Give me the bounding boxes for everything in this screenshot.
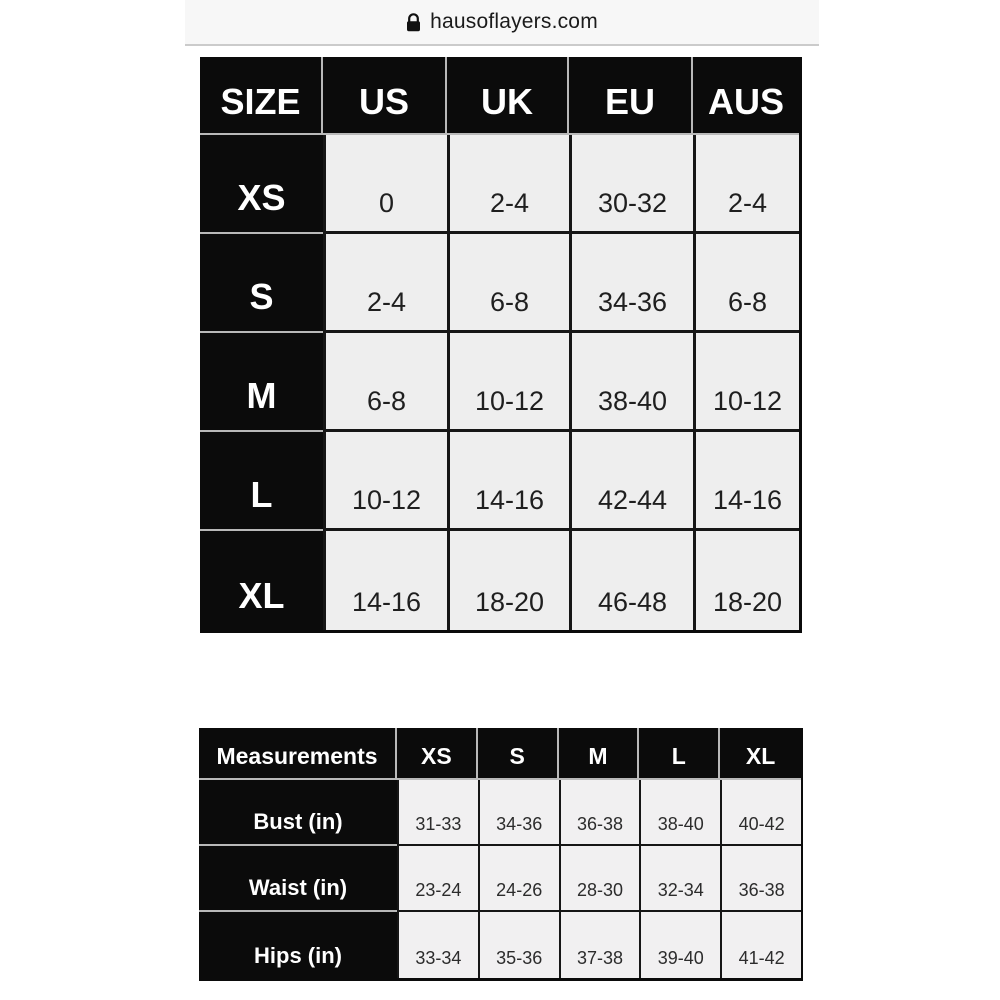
- table-cell: 42-44: [569, 432, 693, 531]
- table-cell: 32-34: [639, 846, 720, 912]
- header-row: [199, 728, 801, 780]
- browser-address-bar[interactable]: [185, 0, 819, 46]
- table-cell: 10-12: [447, 333, 569, 432]
- table-cell: 2-4: [323, 234, 447, 333]
- table-cell: 41-42: [720, 912, 801, 978]
- table-cell: 34-36: [569, 234, 693, 333]
- table-cell: 38-40: [639, 780, 720, 846]
- table-cell: 30-32: [569, 135, 693, 234]
- table-cell: 46-48: [569, 531, 693, 630]
- table-cell: 18-20: [447, 531, 569, 630]
- column-header-eu: EU: [569, 57, 693, 133]
- row-label-s: S: [200, 234, 323, 333]
- table-cell: 33-34: [397, 912, 478, 978]
- row-label-xl: XL: [238, 575, 285, 616]
- column-header-uk: UK: [447, 57, 569, 133]
- table-cell: 24-26: [478, 846, 559, 912]
- column-header-m: M: [559, 728, 640, 778]
- column-header-aus: AUS: [707, 81, 784, 122]
- column-header-size: SIZE: [200, 57, 323, 133]
- table-cell: 6-8: [447, 234, 569, 333]
- table-cell: 31-33: [397, 780, 478, 846]
- table-cell: 38-40: [569, 333, 693, 432]
- table-cell: 37-38: [559, 912, 640, 978]
- row-label-m: M: [200, 333, 323, 432]
- table-cell: 36-38: [559, 780, 640, 846]
- size-conversion-table: [200, 57, 802, 633]
- row-label-bust-in: Bust (in): [199, 780, 397, 846]
- table-row-xl: [200, 531, 799, 630]
- table-row-xs: [200, 135, 799, 234]
- table-cell: 14-16: [447, 432, 569, 531]
- table-cell: 14-16: [693, 432, 799, 531]
- row-label-l: L: [200, 432, 323, 531]
- header-row: [200, 57, 799, 135]
- column-header-xs: XS: [397, 728, 478, 778]
- column-header-s: S: [478, 728, 559, 778]
- row-label-hips-in: Hips (in): [254, 943, 342, 968]
- body-measurements-table: [199, 728, 803, 981]
- column-header-xl: XL: [745, 743, 776, 769]
- table-row-hips-in: [199, 912, 801, 978]
- table-cell: 0: [323, 135, 447, 234]
- column-header-measurements: Measurements: [199, 728, 397, 778]
- table-row-bust-in: [199, 780, 801, 846]
- table-cell: 39-40: [639, 912, 720, 978]
- row-label-xs: XS: [200, 135, 323, 234]
- table-cell: 35-36: [478, 912, 559, 978]
- column-header-us: US: [323, 57, 447, 133]
- address-bar-url: hausoflayers.com: [430, 10, 598, 33]
- table-cell: 10-12: [693, 333, 799, 432]
- table-cell: 40-42: [720, 780, 801, 846]
- table-row-s: [200, 234, 799, 333]
- table-cell: 23-24: [397, 846, 478, 912]
- table-cell: 14-16: [323, 531, 447, 630]
- table-cell: 34-36: [478, 780, 559, 846]
- table-row-l: [200, 432, 799, 531]
- column-header-l: L: [639, 728, 720, 778]
- table-cell: 6-8: [323, 333, 447, 432]
- table-row-m: [200, 333, 799, 432]
- table-cell: 10-12: [323, 432, 447, 531]
- lock-icon: [406, 13, 421, 32]
- table-cell: 2-4: [693, 135, 799, 234]
- table-cell: 28-30: [559, 846, 640, 912]
- table-cell: 18-20: [693, 531, 799, 630]
- row-label-waist-in: Waist (in): [199, 846, 397, 912]
- table-row-waist-in: [199, 846, 801, 912]
- table-cell: 2-4: [447, 135, 569, 234]
- table-cell: 6-8: [693, 234, 799, 333]
- table-cell: 36-38: [720, 846, 801, 912]
